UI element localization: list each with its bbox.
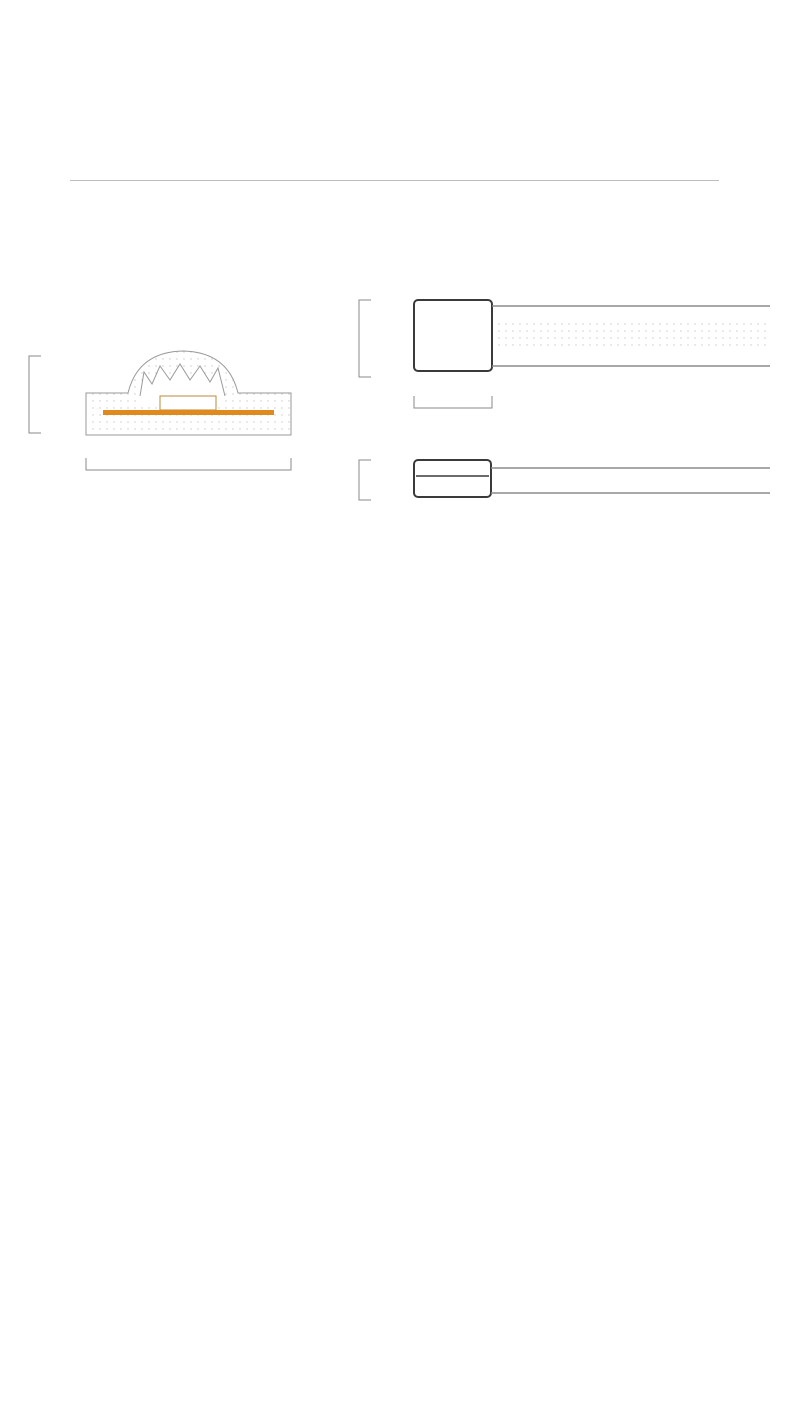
color-temp-4000k-swatch xyxy=(294,912,318,936)
profile-cross-section-diagram xyxy=(0,0,790,620)
color-temp-6000k-swatch xyxy=(411,912,435,936)
color-temp-3000k-swatch xyxy=(190,912,214,936)
